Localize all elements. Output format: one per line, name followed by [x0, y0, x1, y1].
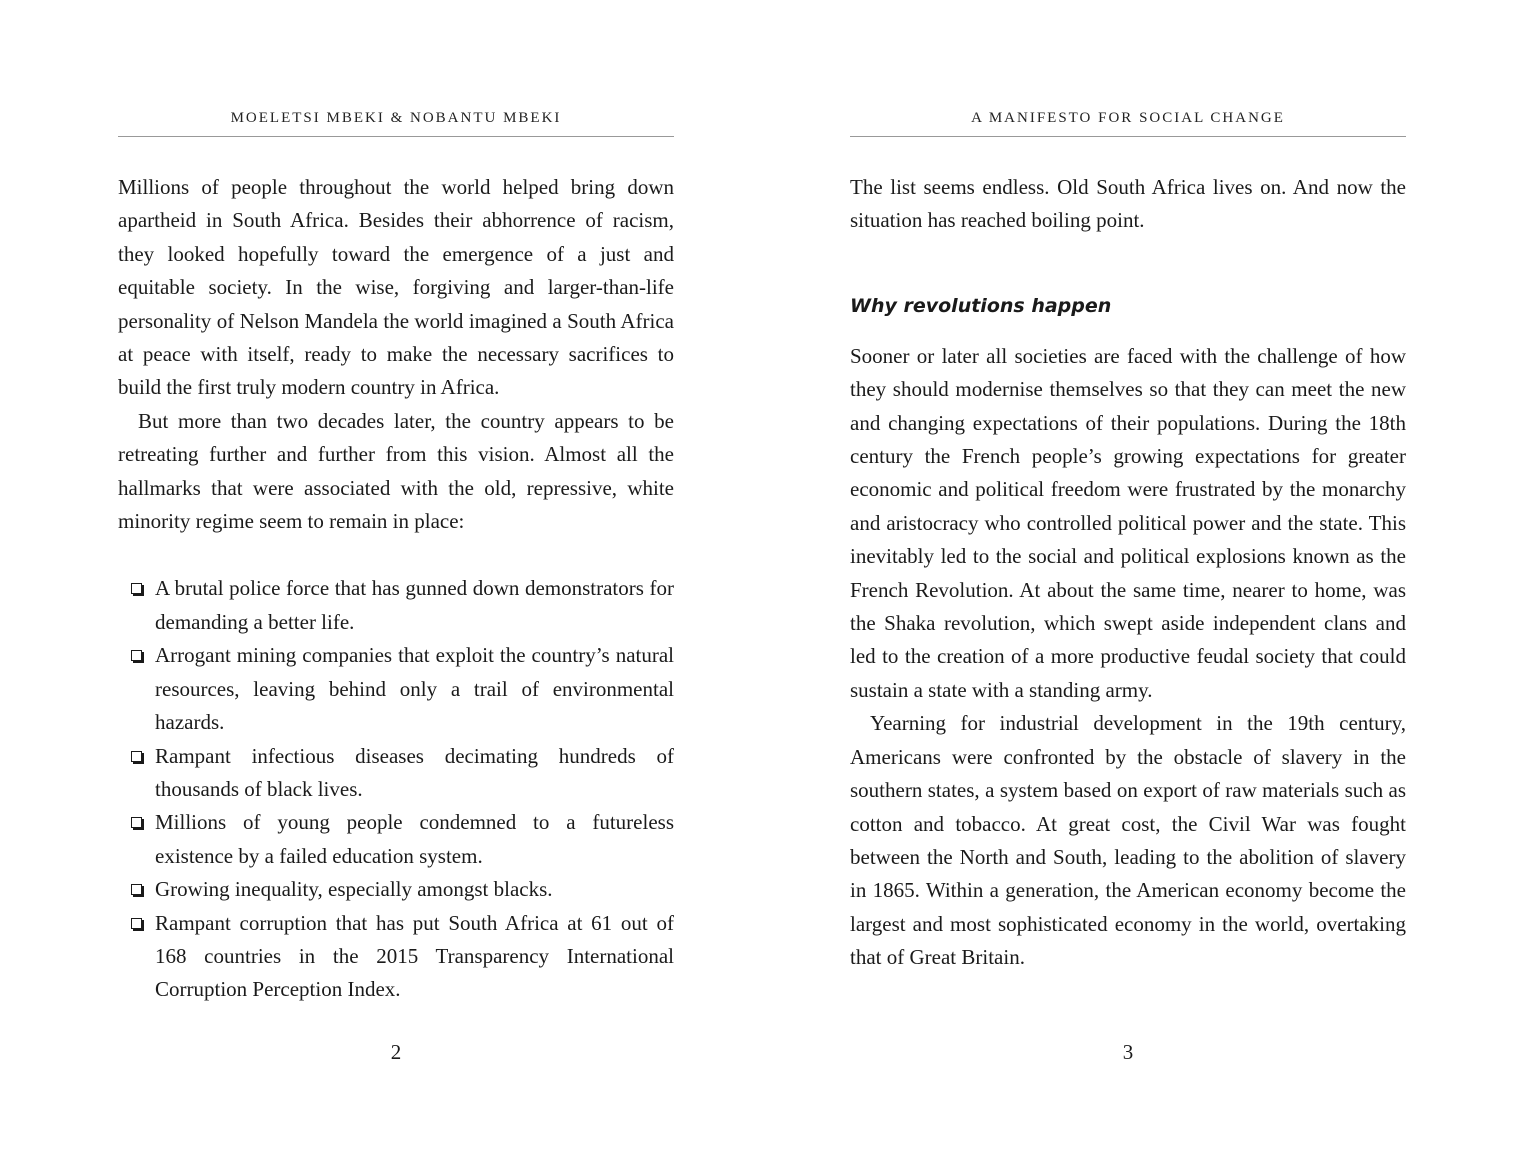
list-item-text: Rampant infectious diseases decimating hundreds of thousands of black lives. — [155, 743, 674, 801]
left-body-text — [118, 171, 674, 1007]
checkbox-bullet-icon — [131, 751, 142, 762]
list-item — [118, 806, 674, 873]
list-item — [118, 873, 674, 906]
paragraph: But more than two decades later, the country appears to be retreating further and further from this vision. Almost all the hallmarks that were associated with the old, repressive, white minority regime seem to remain in place: — [118, 408, 674, 534]
bullet-list — [118, 572, 674, 1006]
checkbox-bullet-icon — [131, 583, 142, 594]
right-body-text — [850, 171, 1406, 975]
left-page — [118, 0, 674, 1169]
paragraph: The list seems endless. Old South Africa lives on. And now the situation has reached boiling point. — [850, 175, 1406, 233]
header-rule — [850, 136, 1406, 137]
list-item-text: A brutal police force that has gunned down demonstrators for demanding a better life. — [155, 576, 674, 634]
paragraph: Yearning for industrial development in the 19th century, Americans were confronted by the obstacle of slavery in the southern states, a system based on export of raw materials such as cotton and tobacco. At great cost, the Civil War was fought between the North and South, leading to the abolition of slavery in 1865. Within a generation, the American economy become the largest and most sophisticated economy in the world, overtaking that of Great Britain. — [850, 711, 1406, 970]
checkbox-bullet-icon — [131, 884, 142, 895]
list-item — [118, 907, 674, 1007]
list-item — [118, 639, 674, 739]
list-item — [118, 740, 674, 807]
section-heading: Why revolutions happen — [850, 294, 1112, 317]
page-number: 3 — [1122, 1040, 1134, 1064]
list-item-text: Growing inequality, especially amongst blacks. — [155, 877, 553, 902]
right-page — [850, 0, 1406, 1169]
paragraph: Sooner or later all societies are faced with the challenge of how they should modernise themselves so that they can meet the new and changing expectations of their populations. During the 18th century the French people’s growing expectations for greater economic and political freedom were frustrated by the monarchy and aristocracy who controlled political power and the state. This inevitably led to the social and political explosions known as the French Revolution. At about the same time, nearer to home, was the Shaka revolution, which swept aside independent clans and led to the creation of a more productive feudal society that could sustain a state with a standing army. — [850, 343, 1406, 702]
page-number: 2 — [390, 1040, 402, 1064]
running-head-title: A MANIFESTO FOR SOCIAL CHANGE — [971, 110, 1285, 126]
list-item — [118, 572, 674, 639]
checkbox-bullet-icon — [131, 650, 142, 661]
header-rule — [118, 136, 674, 137]
list-item-text: Arrogant mining companies that exploit the country’s natural resources, leaving behind only a trail of environmental hazards. — [155, 643, 674, 735]
checkbox-bullet-icon — [131, 918, 142, 929]
paragraph: Millions of people throughout the world helped bring down apartheid in South Africa. Besides their abhorrence of racism, they looked hopefully toward the emergence of a just and equitable society. In the wise, forgiving and larger-than-life personality of Nelson Mandela the world imagined a South Africa at peace with itself, ready to make the necessary sacrifices to build the first truly modern country in Africa. — [118, 175, 674, 400]
checkbox-bullet-icon — [131, 817, 142, 828]
running-head-authors: MOELETSI MBEKI & NOBANTU MBEKI — [230, 110, 562, 126]
list-item-text: Millions of young people condemned to a futureless existence by a failed education system. — [155, 810, 674, 868]
list-item-text: Rampant corruption that has put South Africa at 61 out of 168 countries in the 2015 Transparency International Corruption Perception Index. — [155, 910, 674, 1002]
